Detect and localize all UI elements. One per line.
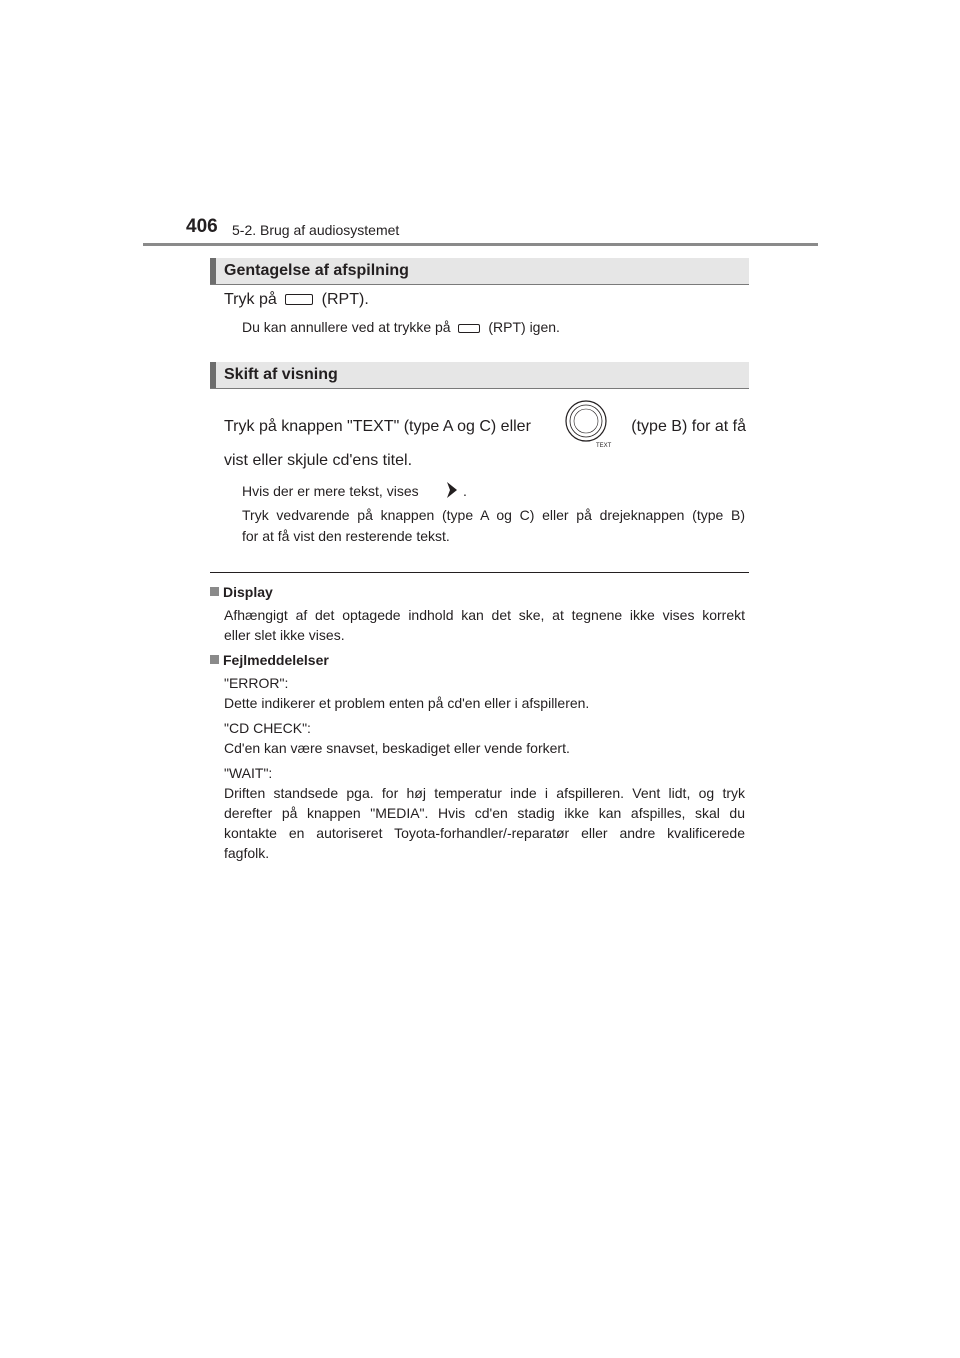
subheading-text: Fejlmeddelelser [223, 652, 329, 668]
cdcheck-paragraph [224, 718, 745, 758]
text-instruction-start: Tryk på knappen "TEXT" (type A og C) eller [224, 418, 531, 435]
knob-label: TEXT [596, 443, 612, 449]
notes-divider [210, 572, 749, 573]
subheading-errors [210, 652, 329, 668]
subheading-display [210, 584, 273, 600]
error-label: "ERROR": [224, 675, 289, 691]
section-title: Gentagelse af afspilning [224, 262, 409, 279]
error-description: kontakte en autoriseret Toyota-forhandler/-reparatør eller andre kvalificerede [224, 825, 745, 841]
error-paragraph [224, 673, 745, 713]
arrow-right-icon [446, 481, 458, 499]
error-description: Dette indikerer et problem enten på cd'en eller i afspilleren. [224, 695, 590, 711]
repeat-note [242, 319, 560, 335]
header-divider [143, 243, 818, 246]
square-bullet-icon [210, 655, 219, 664]
paragraph-line: eller slet ikke vises. [224, 627, 345, 643]
note-text: Du kan annullere ved at trykke på [242, 319, 451, 335]
rpt-button-icon [285, 294, 313, 305]
error-description: fagfolk. [224, 845, 270, 861]
section-header-repeat [210, 258, 749, 285]
error-description: Driften standsede pga. for høj temperatur inde i afspilleren. Vent lidt, og tryk [224, 785, 745, 801]
rpt-button-icon [458, 324, 480, 333]
section-header-bar [210, 362, 216, 388]
section-header-bar [210, 258, 216, 284]
note-text: (RPT) igen. [488, 319, 560, 335]
error-label: "CD CHECK": [224, 720, 311, 736]
error-description: Cd'en kan være snavset, beskadiget eller vende forkert. [224, 740, 570, 756]
page-number: 406 [186, 216, 218, 237]
section-title: Skift af visning [224, 366, 338, 383]
chapter-title: 5-2. Brug af audiosystemet [232, 222, 400, 238]
more-text-note-end: . [463, 483, 467, 499]
text-instruction-line2: vist eller skjule cd'ens titel. [224, 452, 413, 469]
section-header-display-switch [210, 362, 749, 389]
repeat-instruction [224, 291, 749, 309]
instruction-text: Tryk på [224, 291, 277, 308]
square-bullet-icon [210, 587, 219, 596]
more-text-note-start: Hvis der er mere tekst, vises [242, 483, 419, 499]
error-label: "WAIT": [224, 765, 273, 781]
error-description: derefter på knappen "MEDIA". Hvis cd'en stadig ikke kan afspilles, skal du [224, 805, 745, 821]
subheading-text: Display [223, 584, 273, 600]
instruction-text: (RPT). [321, 291, 369, 308]
hold-note-line1: Tryk vedvarende på knappen (type A og C) eller på drejeknappen (type B) [242, 507, 745, 523]
hold-note-line2: for at få vist den resterende tekst. [242, 528, 450, 544]
wait-paragraph [224, 763, 745, 863]
display-paragraph [224, 605, 745, 645]
text-knob-icon [562, 400, 614, 450]
paragraph-line: Afhængigt af det optagede indhold kan det ske, at tegnene ikke vises korrekt [224, 607, 745, 623]
text-instruction-end: (type B) for at få [631, 418, 746, 435]
